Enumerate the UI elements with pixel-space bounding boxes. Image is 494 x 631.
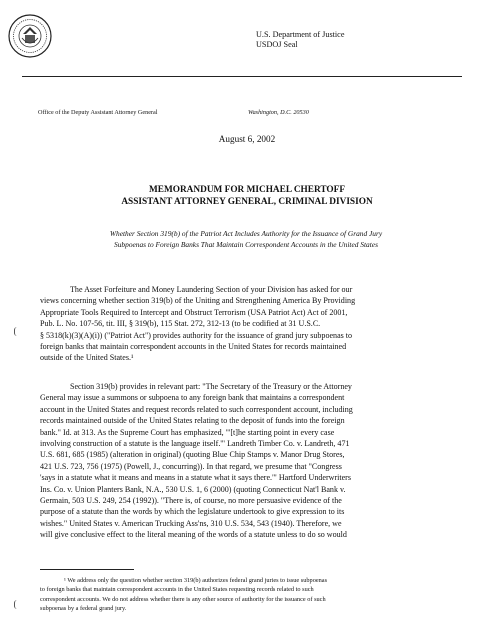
paragraph-line: purpose of a statute than the words by which the legislature undertook to give expression to its <box>40 507 345 517</box>
paragraph-line: General may issue a summons or subpoena to any foreign bank that maintains a correspondent <box>40 393 345 403</box>
footnote-line: subpoenas by a federal grand jury. <box>40 604 127 612</box>
paragraph-line: 421 U.S. 723, 756 (1975) (Powell, J., concurring)). In that regard, we presume that "Congress <box>40 461 342 471</box>
office-line: Office of the Deputy Assistant Attorney General <box>38 109 158 116</box>
paragraph-line: foreign banks that maintain correspondent accounts in the United States for records maintained <box>40 342 347 352</box>
paragraph-line: § 5318(k)(3)(A)(i)) ("Patriot Act") provides authority for the issuance of grand jury subpoenas to <box>40 330 353 340</box>
paragraph-line: views concerning whether section 319(b) of the Uniting and Strengthening America By Providing <box>40 296 356 306</box>
paragraph-line: U.S. 681, 685 (1985) (alteration in original) (quoting Blue Chip Stamps v. Manor Drug Stores, <box>40 450 345 460</box>
footnote-1 <box>40 576 470 613</box>
paragraph-line: 'says in a statute what it means and means in a statute what it says there.'" Hartford Underwriters <box>40 473 351 483</box>
paragraph-line: Section 319(b) provides in relevant part: "The Secretary of the Treasury or the Attorney <box>70 382 352 391</box>
memo-to-line: MEMORANDUM FOR MICHAEL CHERTOFF <box>148 185 346 195</box>
paragraph-line: Appropriate Tools Required to Intercept and Obstruct Terrorism (USA Patriot Act) Act of 2001, <box>40 307 348 317</box>
paragraph-line: wishes." United States v. American Trucking Ass'ns, 310 U.S. 534, 543 (1940). Therefore, we <box>40 518 342 528</box>
memo-heading <box>0 184 494 208</box>
place-line: Washington, D.C. 20530 <box>248 109 309 116</box>
paragraph-line: involving construction of a statute is the language itself.'" Landreth Timber Co. v. Landreth, 471 <box>40 439 350 449</box>
paragraph-line: records maintained outside of the United States relating to the deposit of funds into the foreign <box>40 416 345 426</box>
footnote-rule <box>40 569 134 570</box>
seal-label: USDOJ Seal <box>256 40 298 49</box>
footnote-line: to foreign banks that maintain correspondent accounts in the United States requesting records related to such <box>40 586 314 594</box>
paragraph-line: outside of the United States.¹ <box>40 353 134 363</box>
paragraph-line: The Asset Forfeiture and Money Laundering Section of your Division has asked for our <box>70 285 353 294</box>
margin-mark <box>14 600 21 609</box>
footnote-line: correspondent accounts. We do not address whether there is any other source of authority for the issuance of such <box>40 595 326 603</box>
paragraph-line: Pub. L. No. 107-56, tit. III, § 319(b), 115 Stat. 272, 312-13 (to be codified at 31 U.S.C. <box>40 319 321 329</box>
memo-title-line: ASSISTANT ATTORNEY GENERAL, CRIMINAL DIVISION <box>121 197 373 207</box>
subject-line-1: Whether Section 319(b) of the Patriot Act Includes Authority for the Issuance of Grand Jury <box>109 229 383 238</box>
header-rule <box>22 76 462 77</box>
paragraph-2 <box>40 381 470 541</box>
memo-date: August 6, 2002 <box>218 134 276 144</box>
footnote-line: ¹ We address only the question whether section 319(b) authorizes federal grand juries to issue subpoenas <box>64 577 328 584</box>
paragraph-1 <box>40 284 470 364</box>
paragraph-line: account in the United States and request records related to such correspondent account, including <box>40 404 353 414</box>
agency-header <box>256 30 344 50</box>
memo-subject <box>56 228 436 250</box>
doj-seal-icon <box>8 14 52 58</box>
paragraph-line: bank." Id. at 313. As the Supreme Court has emphasized, "'[t]he starting point in every case <box>40 427 335 437</box>
paragraph-line: will give conclusive effect to the literal meaning of the words of a statute unless to do so would <box>40 530 347 540</box>
agency-name: U.S. Department of Justice <box>256 30 345 39</box>
paragraph-line: Germain, 503 U.S. 249, 254 (1992)). "There is, of course, no more persuasive evidence of the <box>40 496 342 506</box>
subject-line-2: Subpoenas to Foreign Banks That Maintain Correspondent Accounts in the United States <box>114 240 378 249</box>
paragraph-line: Ins. Co. v. Union Planters Bank, N.A., 530 U.S. 1, 6 (2000) (quoting Connecticut Nat'l Bank v. <box>40 484 346 494</box>
margin-mark <box>14 327 21 336</box>
